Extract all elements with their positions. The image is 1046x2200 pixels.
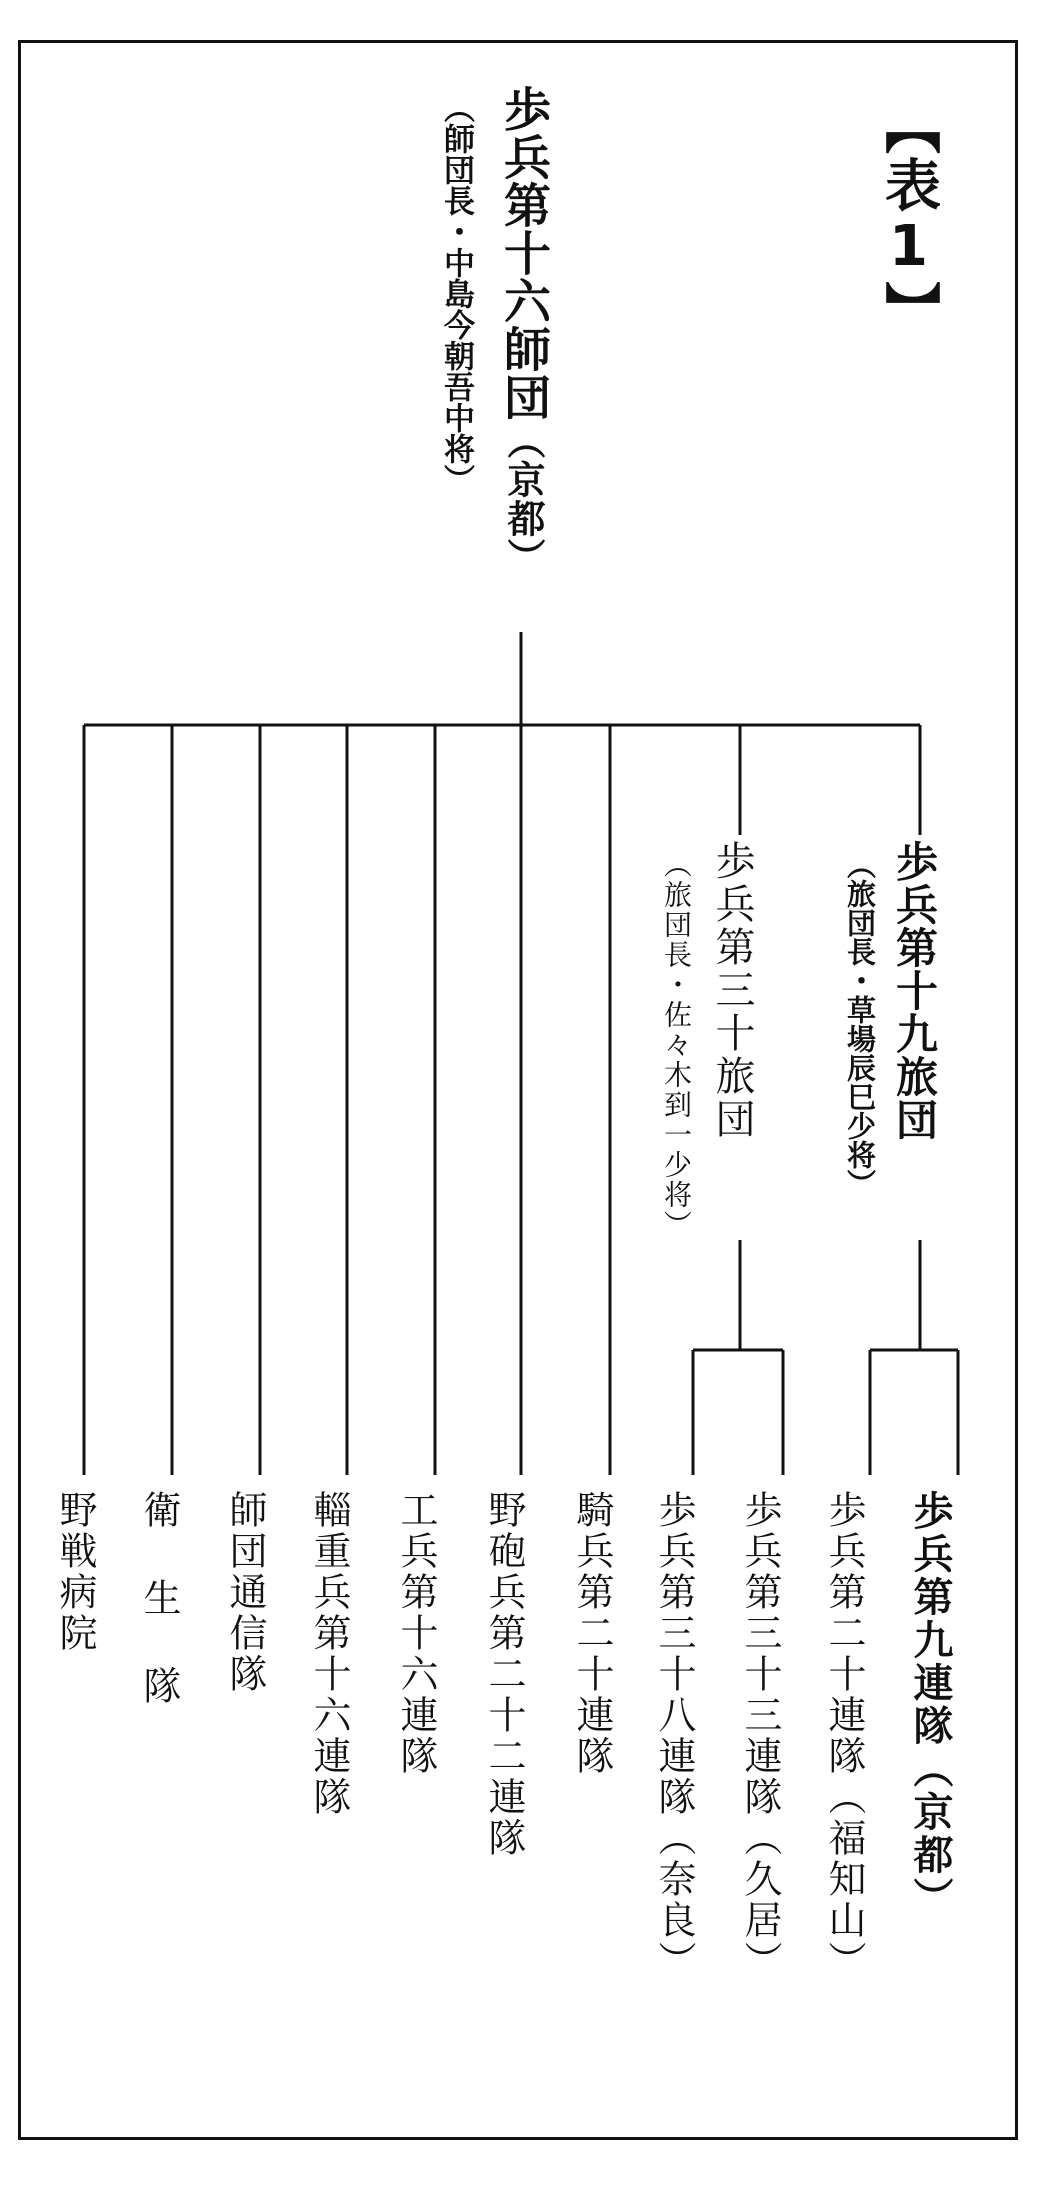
division-name-text: 歩兵第十六師団 bbox=[496, 85, 551, 421]
unit-medical: 衛 生 隊 bbox=[137, 1490, 181, 1707]
unit-field-hospital: 野戦病院 bbox=[53, 1490, 97, 1654]
unit-infantry-20: 歩兵第二十連隊（福知山） bbox=[822, 1490, 866, 1982]
table-title: 【表1】 bbox=[876, 98, 941, 339]
brigade-30-commander: （旅団長・佐々木到一少将） bbox=[660, 850, 693, 1240]
unit-infantry-38: 歩兵第三十八連隊（奈良） bbox=[652, 1490, 696, 1982]
brigade-30-name: 歩兵第三十旅団 bbox=[709, 840, 755, 1141]
division-location: （京都） bbox=[501, 421, 545, 577]
unit-transport-16: 輜重兵第十六連隊 bbox=[307, 1490, 351, 1818]
unit-signal: 師団通信隊 bbox=[223, 1490, 267, 1695]
division-commander: （師団長・中島今朝吾中将） bbox=[438, 92, 474, 495]
unit-infantry-9: 歩兵第九連隊（京都） bbox=[907, 1490, 953, 1920]
unit-infantry-33: 歩兵第三十三連隊（久居） bbox=[738, 1490, 782, 1982]
brigade-19-name: 歩兵第十九旅団 bbox=[890, 840, 939, 1141]
unit-engineer-16: 工兵第十六連隊 bbox=[394, 1490, 438, 1777]
unit-cavalry-20: 騎兵第二十連隊 bbox=[570, 1490, 614, 1777]
unit-field-artillery-22: 野砲兵第二十二連隊 bbox=[482, 1490, 526, 1859]
brigade-19-commander: （旅団長・草場辰巳少将） bbox=[843, 850, 877, 1198]
